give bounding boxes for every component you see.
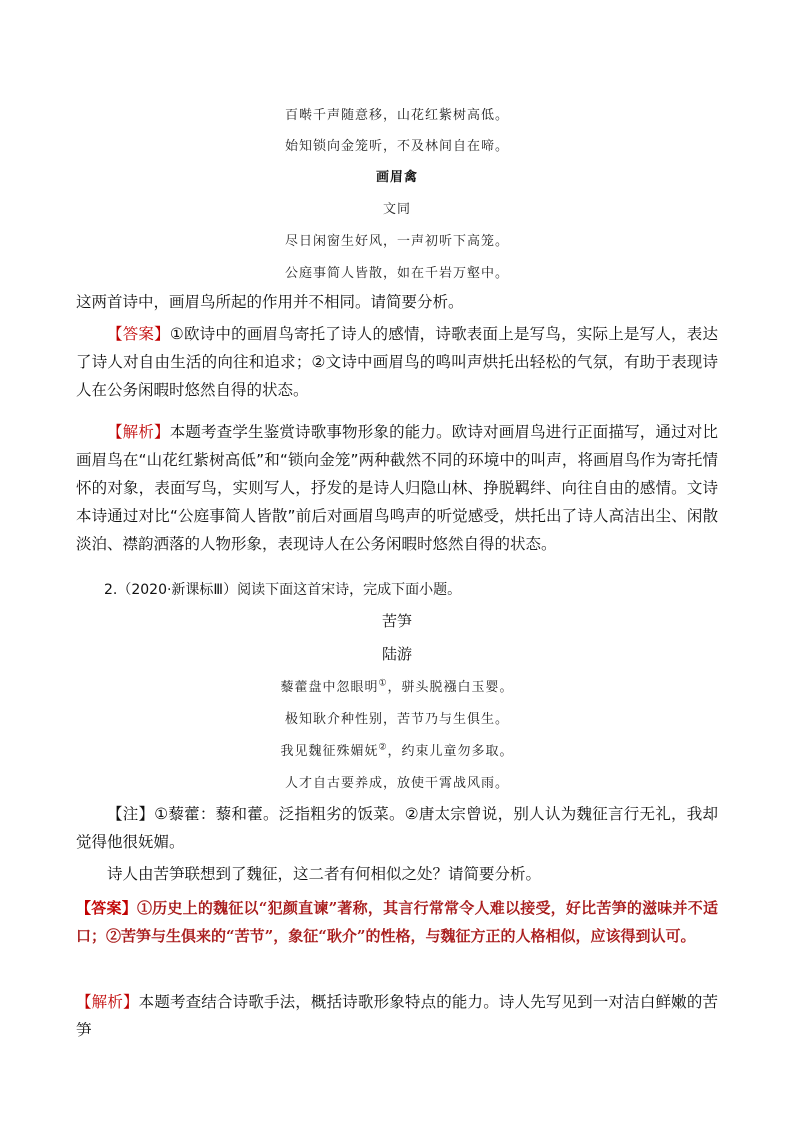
q1-question: 这两首诗中，画眉鸟所起的作用并不相同。请简要分析。 <box>76 293 464 311</box>
q2-answer-text: ①历史上的魏征以“犯颜直谏”著称，其言行常常令人难以接受，好比苦笋的滋味并不适口；②苦笋与生俱来的“苦节”，象征“耿介”的性格，与魏征方正的人格相似，应该得到认可。 <box>76 899 718 945</box>
poem1-line2: 始知锁向金笼听，不及林间自在啼。 <box>284 139 509 154</box>
q2-answer <box>76 894 718 950</box>
q1-analysis <box>76 418 718 558</box>
q2-note: 【注】①藜藿：藜和藿。泛指粗劣的饭菜。②唐太宗曾说，别人认为魏征言行无礼，我却觉得他很妩媚。 <box>76 805 718 851</box>
poem2-line1: 尽日闲窗生好风，一声初听下高笼。 <box>284 234 509 249</box>
q2-poem-line3: 我见魏征殊媚妩②，约束儿童勿多取。 <box>280 742 514 759</box>
poem2-title: 画眉禽 <box>375 170 418 185</box>
q2-poem-line4: 人才自古要养成，放使干霄战风雨。 <box>284 776 509 791</box>
poem2-author: 文同 <box>382 202 411 217</box>
footnote-ref-1: ① <box>378 678 388 689</box>
analysis-tag: 【解析】 <box>76 993 139 1011</box>
q2-question: 诗人由苦笋联想到了魏征，这二者有何相似之处？请简要分析。 <box>107 865 542 883</box>
q2-poem-title: 苦笋 <box>381 612 412 630</box>
q2-analysis-text: 本题考查结合诗歌手法，概括诗歌形象特点的能力。诗人先写见到一对洁白鲜嫩的苦笋 <box>76 993 718 1039</box>
footnote-ref-2: ② <box>378 742 388 753</box>
analysis-tag: 【解析】 <box>107 423 170 441</box>
q2-poem-line2: 极知耿介种性别，苦节乃与生俱生。 <box>284 712 509 727</box>
answer-tag: 【答案】 <box>107 325 170 343</box>
q2-poem-author: 陆游 <box>381 645 412 663</box>
q2-analysis <box>76 988 718 1044</box>
poem2-line2: 公庭事简人皆散，如在千岩万壑中。 <box>284 266 509 281</box>
q2-header: 2.（2020·新课标Ⅲ）阅读下面这首宋诗，完成下面小题。 <box>104 582 462 598</box>
poem1-line1: 百啭千声随意移，山花红紫树高低。 <box>284 108 509 123</box>
q1-analysis-text: 本题考查学生鉴赏诗歌事物形象的能力。欧诗对画眉鸟进行正面描写，通过对比画眉鸟在“山花红紫树高低”和“锁向金笼”两种截然不同的环境中的叫声，将画眉鸟作为寄托情怀的对象，表面写鸟，实则写人，抒发的是诗人归隐山林、挣脱羁绊、向往自由的感情。文诗本诗通过对比“公庭事简人皆散”前后对画眉鸟鸣声的听觉感受，烘托出了诗人高洁出尘、闲散淡泊、襟韵洒落的人物形象，表现诗人在公务闲暇时悠然自得的状态。 <box>76 423 718 553</box>
q1-answer-text: ①欧诗中的画眉鸟寄托了诗人的感情，诗歌表面上是写鸟，实际上是写人，表达了诗人对自由生活的向往和追求；②文诗中画眉鸟的鸣叫声烘托出轻松的气氛，有助于表现诗人在公务闲暇时悠然自得的状态。 <box>76 325 718 399</box>
answer-tag: 【答案】 <box>76 899 137 917</box>
q1-answer <box>76 320 718 404</box>
q2-poem-line1: 藜藿盘中忽眼明①，骈头脱襁白玉婴。 <box>280 678 514 695</box>
